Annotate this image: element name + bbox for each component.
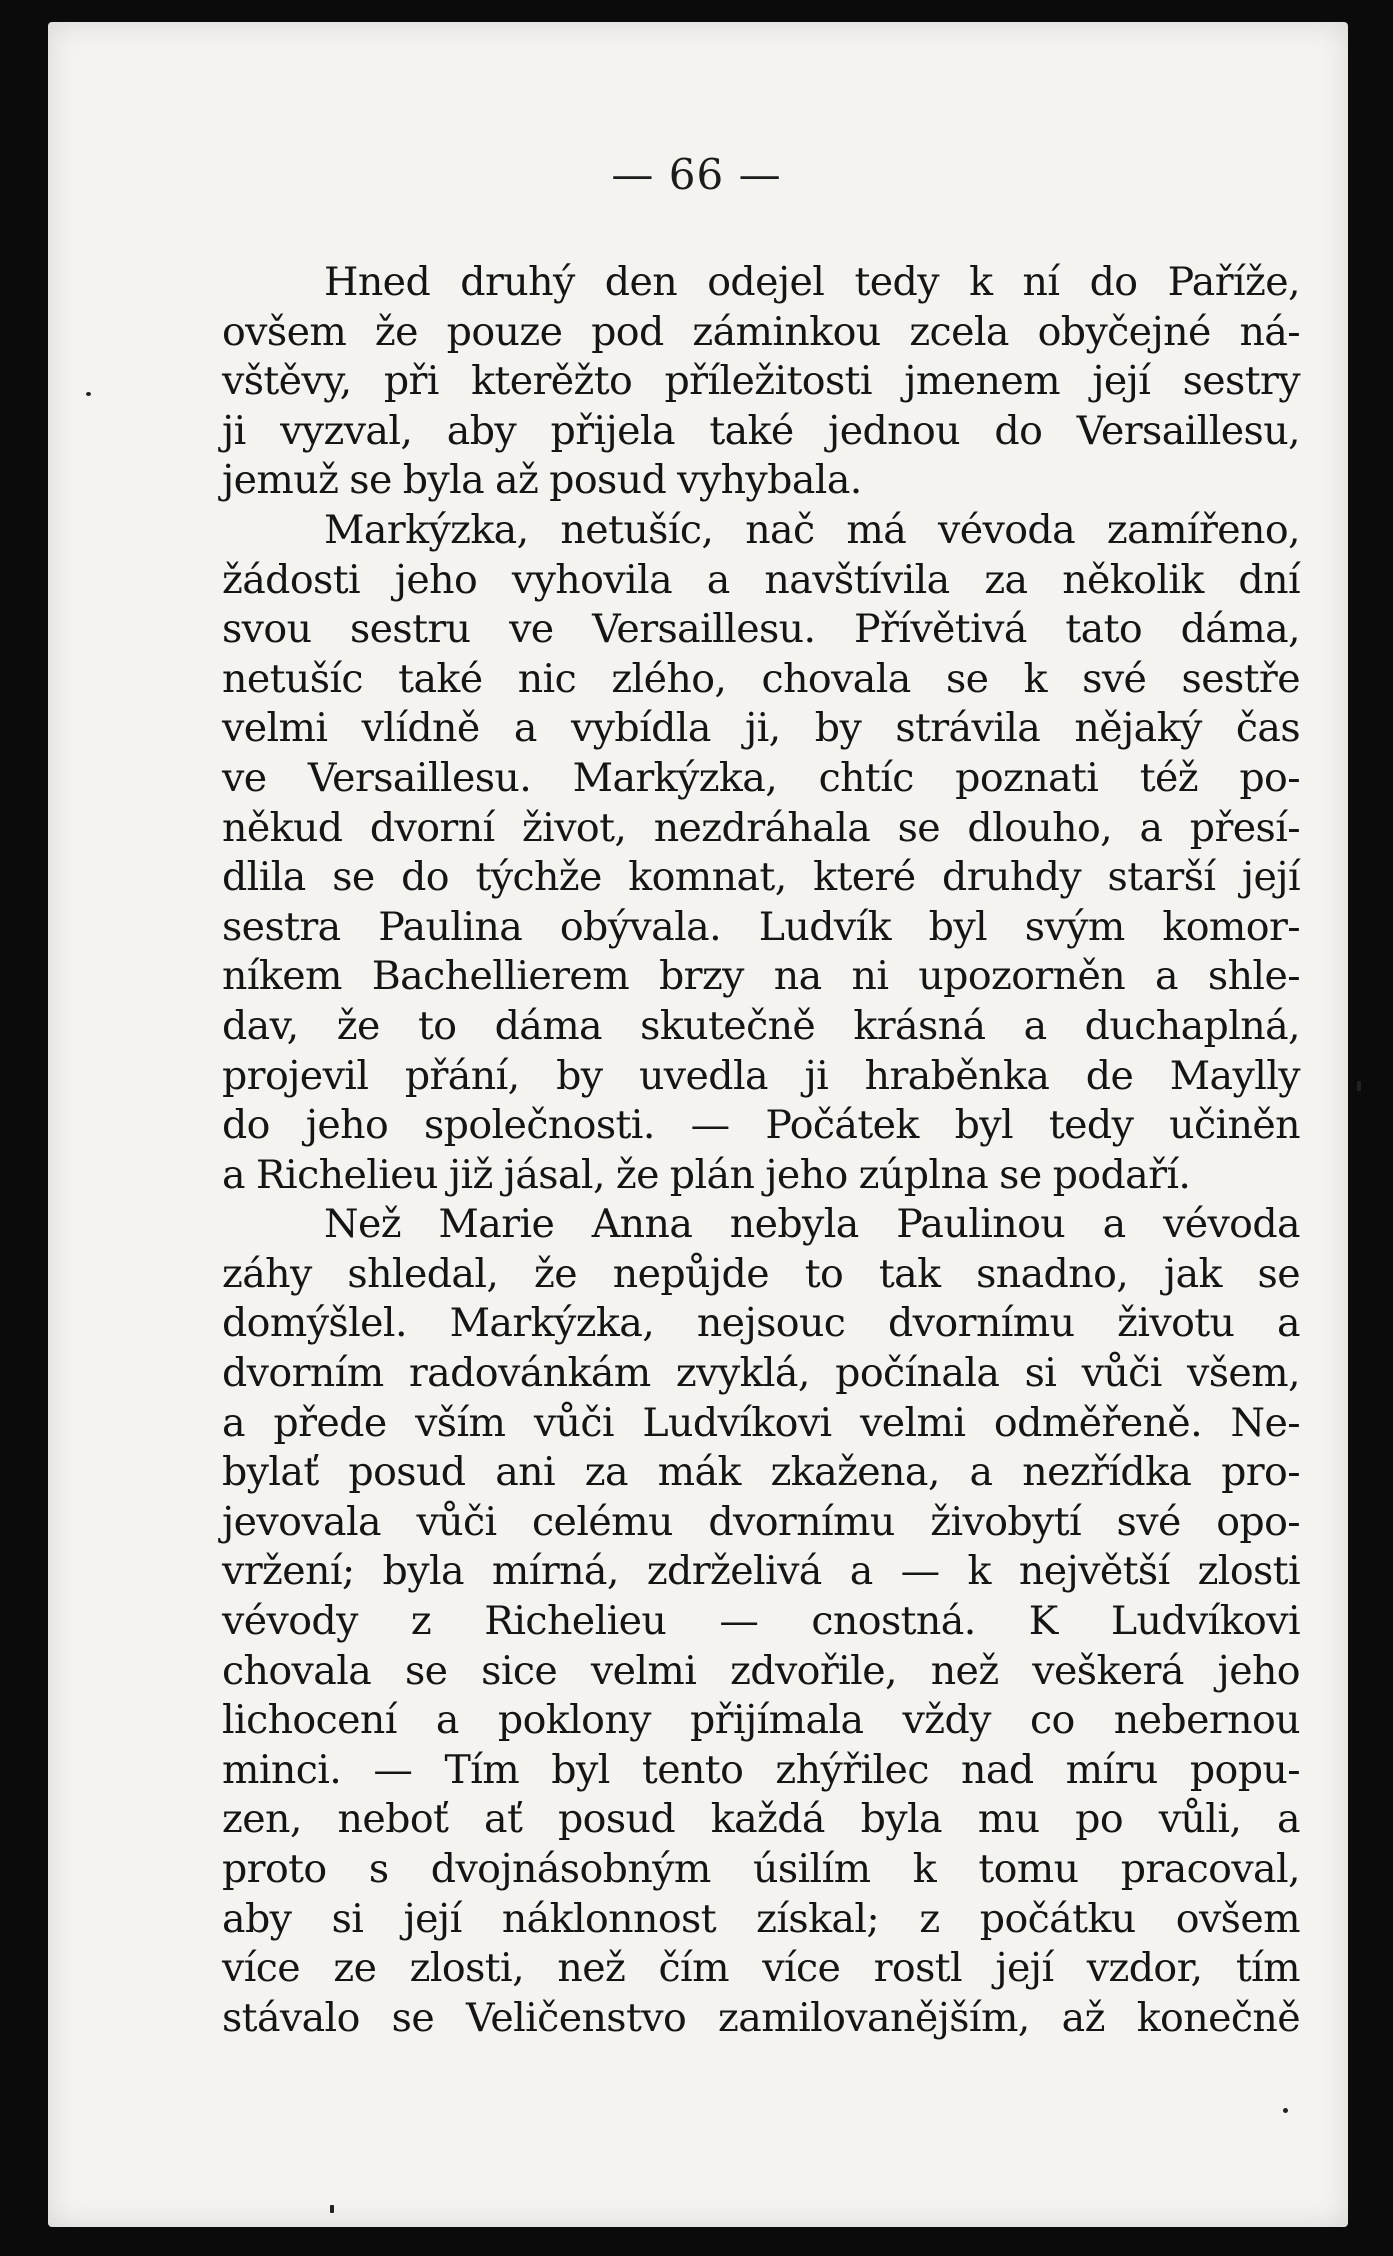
text-line: více ze zlosti, než čím více rostl její vzdor, tím: [222, 1945, 1300, 1992]
text-line: záhy shledal, že nepůjde to tak snadno, jak se: [222, 1250, 1300, 1297]
text-line: do jeho společnosti. — Počátek byl tedy učiněn: [222, 1102, 1300, 1149]
print-speck: [330, 2205, 334, 2213]
text-line: projevil přání, by uvedla ji hraběnka de Maylly: [222, 1052, 1300, 1099]
body-text: [222, 258, 1300, 2043]
text-line: chovala se sice velmi zdvořile, než veškerá jeho: [222, 1647, 1300, 1694]
text-line: velmi vlídně a vybídla ji, by strávila nějaký čas: [222, 705, 1300, 752]
text-line: stávalo se Veličenstvo zamilovanějším, až konečně: [222, 1994, 1300, 2041]
text-line: níkem Bachellierem brzy na ni upozorněn a shle-: [222, 953, 1300, 1000]
text-line: jemuž se byla až posud vyhybala.: [222, 457, 862, 504]
text-line: ji vyzval, aby přijela také jednou do Versaillesu,: [222, 407, 1300, 454]
print-speck: [86, 392, 91, 396]
text-line: vévody z Richelieu — cnostná. K Ludvíkovi: [222, 1598, 1300, 1645]
text-line: proto s dvojnásobným úsilím k tomu pracoval,: [222, 1846, 1300, 1892]
text-line: bylať posud ani za mák zkažena, a nezřídka pro-: [222, 1449, 1300, 1496]
text-line: ovšem že pouze pod záminkou zcela obyčejné ná-: [222, 308, 1300, 355]
text-line: dav, že to dáma skutečně krásná a duchaplná,: [222, 1002, 1300, 1049]
text-line: lichocení a poklony přijímala vždy co nebernou: [222, 1697, 1300, 1744]
text-line: Markýzka, netušíc, nač má vévoda zamířeno,: [324, 506, 1300, 553]
text-line: jevovala vůči celému dvornímu živobytí své opo-: [222, 1498, 1300, 1545]
text-line: sestra Paulina obývala. Ludvík byl svým komor-: [222, 903, 1300, 950]
text-line: ve Versaillesu. Markýzka, chtíc poznati též po-: [222, 754, 1300, 801]
text-line: vržení; byla mírná, zdrželivá a — k největší zlosti: [222, 1548, 1300, 1595]
text-line: žádosti jeho vyhovila a navštívila za několik dní: [222, 556, 1300, 603]
text-line: domýšlel. Markýzka, nejsouc dvornímu životu a: [222, 1300, 1300, 1347]
text-line: netušíc také nic zlého, chovala se k své sestře: [222, 655, 1300, 702]
text-line: Než Marie Anna nebyla Paulinou a vévoda: [324, 1201, 1300, 1248]
text-line: někud dvorní život, nezdráhala se dlouho, a přesí-: [222, 804, 1300, 851]
text-line: vštěvy, při kterěžto příležitosti jmenem její sestry: [222, 358, 1300, 405]
text-line: a Richelieu již jásal, že plán jeho zúplna se podaří.: [222, 1151, 1191, 1198]
text-line: zen, neboť ať posud každá byla mu po vůli, a: [222, 1796, 1300, 1843]
page-number: — 66 —: [611, 150, 782, 199]
text-line: dlila se do týchže komnat, které druhdy starší její: [222, 854, 1300, 901]
text-line: a přede vším vůči Ludvíkovi velmi odměřeně. Ne-: [222, 1399, 1300, 1446]
print-speck: [1283, 2108, 1288, 2113]
text-line: Hned druhý den odejel tedy k ní do Paříže,: [324, 259, 1300, 305]
text-line: dvorním radovánkám zvyklá, počínala si vůči všem,: [222, 1350, 1300, 1397]
text-line: minci. — Tím byl tento zhýřilec nad míru popu-: [222, 1746, 1300, 1793]
text-line: aby si její náklonnost získal; z počátku ovšem: [222, 1895, 1300, 1942]
print-speck: [1357, 1081, 1361, 1091]
text-line: svou sestru ve Versaillesu. Přívětivá tato dáma,: [222, 606, 1300, 653]
